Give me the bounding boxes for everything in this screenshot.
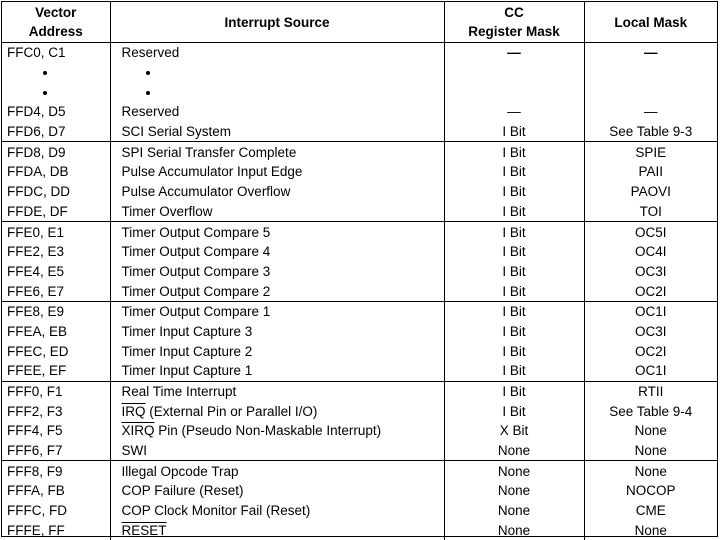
vector-address: FFF2, F3	[2, 401, 110, 421]
cc-mask: I Bit	[444, 281, 584, 301]
interrupt-source: Pulse Accumulator Input Edge	[110, 162, 444, 182]
vector-address: FFFE, FF	[2, 521, 110, 540]
vector-table	[2, 2, 717, 540]
interrupt-source: SPI Serial Transfer Complete	[110, 142, 444, 162]
table-row	[2, 421, 717, 441]
interrupt-source: Timer Input Capture 3	[110, 322, 444, 342]
ellipsis-row	[2, 63, 717, 83]
vector-address: FFE8, E9	[2, 301, 110, 321]
interrupt-source	[110, 521, 444, 540]
local-mask: None	[634, 463, 667, 479]
interrupt-source: Timer Input Capture 2	[110, 341, 444, 361]
table-row	[2, 461, 717, 481]
local-mask: —	[644, 104, 658, 120]
local-mask: PAII	[638, 164, 663, 180]
interrupt-source: Timer Output Compare 4	[110, 242, 444, 262]
header-local-mask: Local Mask	[584, 2, 717, 43]
table-row	[2, 301, 717, 321]
local-mask: OC5I	[634, 224, 667, 240]
ellipsis-dot	[2, 63, 110, 83]
local-mask: RTII	[638, 384, 664, 400]
interrupt-source: Timer Input Capture 1	[110, 361, 444, 381]
vector-address: FFD4, D5	[2, 102, 110, 122]
ellipsis-dot	[110, 82, 444, 102]
local-mask: None	[584, 441, 717, 461]
vector-address: FFF8, F9	[2, 461, 110, 481]
cc-mask: I Bit	[444, 381, 584, 401]
table-row	[2, 43, 717, 63]
vector-address: FFE0, E1	[2, 222, 110, 242]
interrupt-source: Timer Output Compare 1	[110, 301, 444, 321]
local-mask: PAOVI	[630, 184, 671, 200]
table-row	[2, 122, 717, 142]
ellipsis-dot	[2, 82, 110, 102]
vector-address: FFE2, E3	[2, 242, 110, 262]
header-cc-register-mask: CC Register Mask	[444, 2, 584, 43]
local-mask: OC2I	[584, 281, 717, 301]
interrupt-source: Timer Overflow	[110, 202, 444, 222]
vector-address: FFEE, EF	[2, 361, 110, 381]
cc-mask: I Bit	[444, 182, 584, 202]
cc-mask: I Bit	[444, 142, 584, 162]
local-mask: SPIE	[635, 144, 667, 160]
interrupt-source-rest: Pin (Pseudo Non-Maskable Interrupt)	[154, 423, 382, 439]
table-row	[2, 361, 717, 381]
cc-mask: None	[444, 441, 584, 461]
interrupt-source: Timer Output Compare 3	[110, 262, 444, 282]
cc-mask: None	[444, 501, 584, 521]
vector-address: FFD8, D9	[2, 142, 110, 162]
cc-mask: I Bit	[444, 262, 584, 282]
cc-mask: —	[444, 102, 584, 122]
vector-address: FFF6, F7	[2, 441, 110, 461]
local-mask: OC3I	[634, 323, 667, 339]
cc-mask: None	[444, 521, 584, 540]
cc-mask: I Bit	[444, 122, 584, 142]
table-row	[2, 381, 717, 401]
table-row	[2, 481, 717, 501]
cc-mask: I Bit	[444, 401, 584, 421]
local-mask: OC4I	[634, 244, 667, 260]
local-mask: OC1I	[634, 304, 667, 320]
local-mask: None	[634, 423, 667, 439]
interrupt-source: Illegal Opcode Trap	[110, 461, 444, 481]
vector-address: FFEA, EB	[2, 322, 110, 342]
local-mask: TOI	[584, 202, 717, 222]
local-mask: OC3I	[634, 263, 667, 279]
local-mask: —	[644, 45, 658, 61]
vector-address: FFDC, DD	[2, 182, 110, 202]
local-mask: See Table 9-4	[609, 403, 693, 419]
table-row	[2, 441, 717, 461]
cc-mask: None	[444, 481, 584, 501]
table-row	[2, 501, 717, 521]
vector-address: FFEC, ED	[2, 341, 110, 361]
table-row	[2, 222, 717, 242]
cc-mask: I Bit	[444, 301, 584, 321]
table-row	[2, 242, 717, 262]
vector-address: FFE4, E5	[2, 262, 110, 282]
vector-address: FFFA, FB	[2, 481, 110, 501]
interrupt-source: Real Time Interrupt	[110, 381, 444, 401]
vector-address: FFDE, DF	[2, 202, 110, 222]
cc-mask: I Bit	[444, 361, 584, 381]
vector-address: FFFC, FD	[2, 501, 110, 521]
table-row	[2, 162, 717, 182]
interrupt-source: Timer Output Compare 5	[110, 222, 444, 242]
vector-address: FFDA, DB	[2, 162, 110, 182]
cc-mask: I Bit	[444, 242, 584, 262]
interrupt-source: Pulse Accumulator Overflow	[110, 182, 444, 202]
cc-mask: None	[444, 461, 584, 481]
local-mask: NOCOP	[625, 483, 676, 499]
interrupt-source-rest: (External Pin or Parallel I/O)	[145, 403, 318, 419]
table-row	[2, 142, 717, 162]
table-row	[2, 401, 717, 421]
table-row	[2, 182, 717, 202]
cc-mask: I Bit	[444, 341, 584, 361]
table-row	[2, 102, 717, 122]
interrupt-source: Timer Output Compare 2	[110, 281, 444, 301]
interrupt-source: SCI Serial System	[110, 122, 444, 142]
header-vector-address: Vector Address	[2, 2, 110, 43]
table-row	[2, 521, 717, 540]
interrupt-source: COP Clock Monitor Fail (Reset)	[110, 501, 444, 521]
interrupt-vector-table	[1, 1, 718, 537]
table-row	[2, 322, 717, 342]
vector-address: FFE6, E7	[2, 281, 110, 301]
cc-mask: I Bit	[444, 162, 584, 182]
local-mask: OC2I	[634, 343, 667, 359]
table-row	[2, 262, 717, 282]
cc-mask: I Bit	[444, 202, 584, 222]
local-mask: None	[634, 522, 667, 538]
header-interrupt-source: Interrupt Source	[110, 2, 444, 43]
local-mask: CME	[635, 503, 666, 519]
interrupt-source: COP Failure (Reset)	[110, 481, 444, 501]
interrupt-source: SWI	[110, 441, 444, 461]
table-row	[2, 202, 717, 222]
local-mask: OC1I	[584, 361, 717, 381]
cc-mask: X Bit	[444, 421, 584, 441]
interrupt-source: Reserved	[110, 43, 444, 63]
vector-address: FFF0, F1	[2, 381, 110, 401]
cc-mask: I Bit	[444, 222, 584, 242]
ellipsis-dot	[110, 63, 444, 83]
vector-address: FFF4, F5	[2, 421, 110, 441]
cc-mask: I Bit	[444, 322, 584, 342]
interrupt-source: Reserved	[110, 102, 444, 122]
reset-overline-label: RESET	[121, 522, 167, 538]
local-mask: See Table 9-3	[584, 122, 717, 142]
cc-mask: —	[444, 43, 584, 63]
irq-overline-label: $\overline{IRQ}$	[121, 403, 146, 419]
table-row	[2, 281, 717, 301]
interrupt-source	[110, 401, 444, 421]
header-row	[2, 2, 717, 43]
vector-address: FFD6, D7	[2, 122, 110, 142]
vector-address: FFC0, C1	[2, 43, 110, 63]
ellipsis-row	[2, 82, 717, 102]
interrupt-source	[110, 421, 444, 441]
xirq-overline-label: XIRQ	[121, 423, 155, 439]
table-row	[2, 341, 717, 361]
